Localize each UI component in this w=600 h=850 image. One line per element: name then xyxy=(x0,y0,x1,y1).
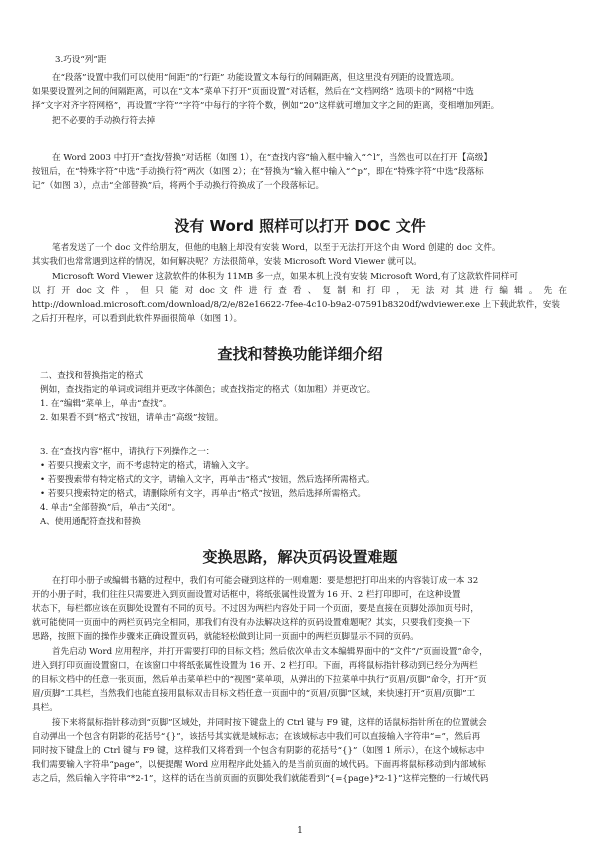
paragraph-line: 志之后，然后输入字符串“*2-1”，这样的话在当前页面的页脚处我们就能看到“{={page}*2-1}”这样完整的一行域代码 xyxy=(32,774,489,784)
list-line: 例如，查找指定的单词或词组并更改字体颜色；或查找指定的格式（如加粗）并更改它。 xyxy=(40,385,376,395)
paragraph-line: 我们需要输入字符串“page”，以便提醒 Word 应用程序此处插入的是当前页面的域代码。下面再将鼠标移动到内部域标 xyxy=(32,760,486,770)
paragraph-subtitle: 把不必要的手动换行符去掉 xyxy=(52,116,156,126)
heading-page-number: 变换思路，解决页码设置难题 xyxy=(202,548,398,566)
paragraph-line: 之后打开程序，可以看到此软件界面很简单（如图 1）。 xyxy=(32,314,243,324)
paragraph-line: 思路，按照下面的操作步骤来正确设置页码，就能轻松做到让同一页面中的两栏页脚显示不同的页码。 xyxy=(32,632,419,642)
paragraph-line: 在“段落”设置中我们可以使用“间距”的“行距” 功能设置文本每行的间隔距离，但这里没有列距的设置选项。 xyxy=(52,73,460,83)
paragraph-line: 状态下，每栏都应该在页脚处设置有不同的页号。不过因为两栏内容处于同一个页面，要是直接在页脚处添加页号时， xyxy=(32,604,479,614)
paragraph-line: 其实我们也常常遇到这样的情况，如何解决呢？方法很简单，安装 Microsoft Word Viewer 就可以。 xyxy=(32,257,422,267)
section-title-column-spacing: 3.巧设“列”距 xyxy=(55,55,107,65)
paragraph-line: 以 打 开 doc 文 件 ， 但 只 能 对 doc 文 件 进 行 查 看 、 复 制 和 打 印 ， 无 法 对 其 进 行 编 辑 。 先 在 xyxy=(32,286,567,296)
paragraph-line: 如果要设置列之间的间隔距离，可以在“文本”菜单下打开“页面设置”对话框，然后在“文档网络” 选项卡的“网格”中选 xyxy=(32,87,474,97)
list-line: A、使用通配符查找和替换 xyxy=(40,517,141,527)
list-line: • 若要只搜索特定的格式，请删除所有文字，再单击“格式”按钮，然后选择所需格式。 xyxy=(40,489,366,499)
paragraph-line: http://download.microsoft.com/download/8/2/e/82e16622-7fee-4c10-b9a2-07591b8320df/wdviewer.exe 上下载此软件，安装 xyxy=(32,300,560,310)
paragraph-line: 自动弹出一个包含有阴影的花括号“{}”，该括号其实就是域标志；在该域标志中我们可以直接输入字符串“=”，然后再 xyxy=(32,732,481,742)
heading-find-replace: 查找和替换功能详细介绍 xyxy=(217,345,383,363)
paragraph-line: 具栏。 xyxy=(32,703,58,713)
list-line: 4. 单击“全部替换”后，单击“关闭”。 xyxy=(40,503,181,513)
paragraph-line: 首先启动 Word 应用程序，并打开需要打印的目标文档；然后依次单击文本编辑界面中的“文件”/“页面设置”命令， xyxy=(52,647,488,657)
heading-word-viewer: 没有 Word 照样可以打开 DOC 文件 xyxy=(174,217,426,235)
paragraph-line: 接下来将鼠标指针移动到“页脚”区域处，并同时按下键盘上的 Ctrl 键与 F9 键，这样的话鼠标指针所在的位置就会 xyxy=(52,718,487,728)
paragraph-line: 在 Word 2003 中打开“查找/替换”对话框（如图 1），在“查找内容”输入框中输入“^l”，当然也可以在打开【高级】 xyxy=(52,153,492,163)
paragraph-line: 的目标文档中的任意一张页面，然后单击菜单栏中的“视图”菜单项，从弹出的下拉菜单中执行“页眉/页脚”命令，打开“页 xyxy=(32,675,487,685)
paragraph-line: 开的小册子时，我们往往只需要进入到页面设置对话框中，将纸张属性设置为 16 开、2 栏打印即可，在这种设置 xyxy=(32,590,461,600)
list-line: • 若要搜索带有特定格式的文字，请输入文字，再单击“格式”按钮，然后选择所需格式。 xyxy=(40,475,375,485)
list-line: 二、查找和替换指定的格式 xyxy=(40,371,144,381)
paragraph-line: 进入到打印页面设置窗口，在该窗口中将纸张属性设置为 16 开、2 栏打印。下面，再将鼠标指针移动到已经分为两栏 xyxy=(32,661,478,671)
page-number: 1 xyxy=(297,826,303,836)
paragraph-line: Microsoft Word Viewer 这款软件的体积为 11MB 多一点，如果本机上没有安装 Microsoft Word,有了这款软件同样可 xyxy=(52,272,518,282)
paragraph-line: 同时按下键盘上的 Ctrl 键与 F9 键，这样我们又将看到一个包含有阴影的花括号“{}”（如图 1 所示），在这个域标志中 xyxy=(32,746,485,756)
paragraph-line: 按钮后，在“特殊字符”中选“手动换行符”两次（如图 2）；在“替换为”输入框中输入“^p”，即在“特殊字符”中选“段落标 xyxy=(32,167,484,177)
list-line: 1. 在“编辑”菜单上，单击“查找”。 xyxy=(40,399,172,409)
paragraph-line: 记”（如图 3），点击“全部替换”后，将两个手动换行符换成了一个段落标记。 xyxy=(32,181,325,191)
paragraph-line: 笔者发送了一个 doc 文件给朋友，但他的电脑上却没有安装 Word，以至于无法打开这个由 Word 创建的 doc 文件。 xyxy=(52,243,501,253)
paragraph-line: 眉/页脚”工具栏，当然我们也能直接用鼠标双击目标文档任意一页面中的“页眉/页脚”区域，来快速打开“页眉/页脚”工 xyxy=(32,689,476,699)
list-line: 3. 在“查找内容”框中，请执行下列操作之一： xyxy=(40,447,215,457)
list-line: • 若要只搜索文字，而不考虑特定的格式，请输入文字。 xyxy=(40,461,255,471)
paragraph-line: 在打印小册子或编辑书籍的过程中，我们有可能会碰到这样的一则难题：要是想把打印出来的内容装订成一本 32 xyxy=(52,576,479,586)
list-line: 2. 如果看不到“格式”按钮，请单击“高级”按钮。 xyxy=(40,413,224,423)
paragraph-line: 就可能使同一页面中的两栏页码完全相同，那我们有没有办法解决这样的页码设置难题呢？其实，只要我们变换一下 xyxy=(32,618,471,628)
paragraph-line: 择“文字对齐字符网格”，再设置“字符”“字符”中每行的字符个数，例如“20”这样就可增加文字之间的距离，变相增加列距。 xyxy=(32,101,500,111)
